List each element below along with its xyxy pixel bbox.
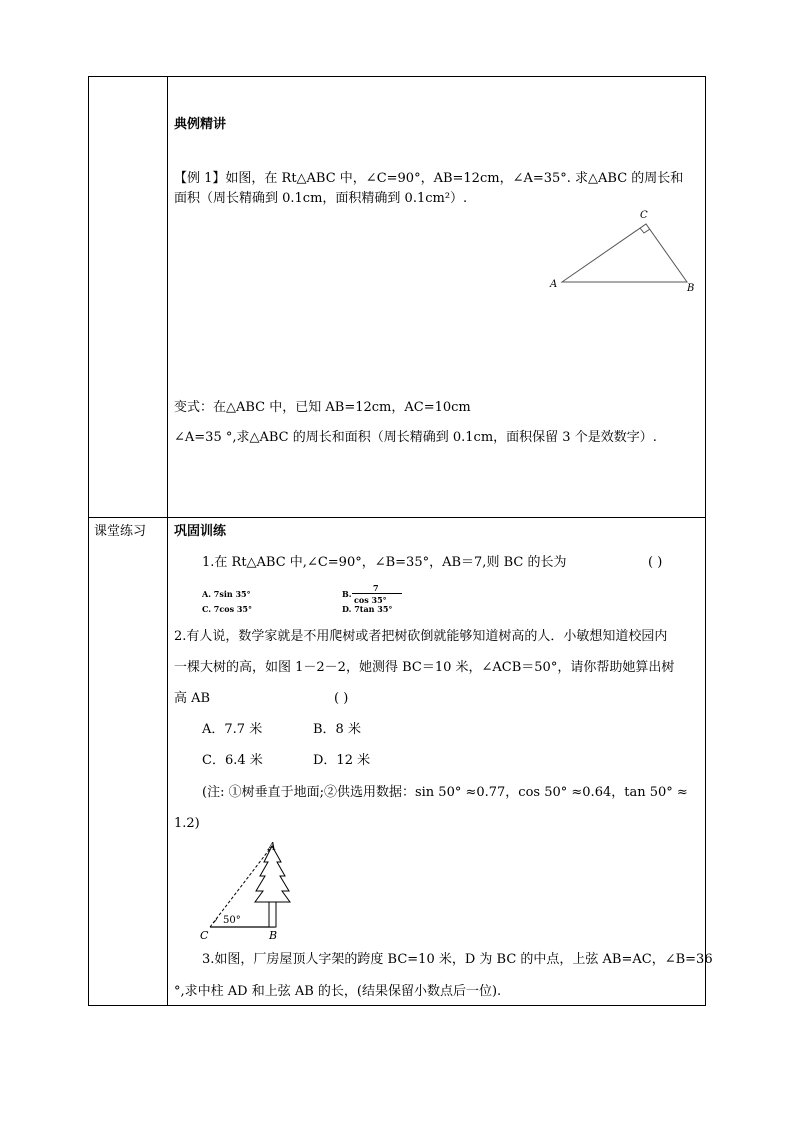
question-2-option-d: D．12 米 (313, 753, 371, 768)
question-1-option-b-prefix: B. (342, 589, 352, 599)
question-1-answer-blank: ( ) (648, 555, 663, 570)
section-heading-consolidation: 巩固训练 (174, 524, 227, 539)
angle-label: 50° (223, 915, 241, 926)
question-2-note-line1: (注: ①树垂直于地面;②供选用数据：sin 50° ≈0.77，cos 50° ≈0.64，tan 50° ≈ (202, 785, 688, 800)
question-2-note-line2: 1.2) (174, 816, 200, 831)
question-3-line1: 3.如图，厂房屋顶人字架的跨度 BC=10 米，D 为 BC 的中点，上弦 AB=AC，∠B=36 (202, 952, 713, 967)
question-2-line2: 一棵大树的高，如图 1－2－2，她测得 BC＝10 米，∠ACB＝50°，请你帮助她算出树 (174, 660, 675, 675)
question-2-option-c: C．6.4 米 (202, 753, 263, 768)
tree-height-figure (195, 836, 305, 946)
angle-arc (213, 918, 217, 923)
vertex-label-a: A (550, 279, 558, 290)
column-divider (167, 77, 168, 1005)
question-1-option-b-denominator: cos 35° (354, 595, 387, 605)
question-2-option-b: B．8 米 (313, 722, 361, 737)
tree-crown (255, 846, 290, 902)
example-1-text-line2: 面积（周长精确到 0.1cm，面积精确到 0.1cm²）. (174, 191, 468, 206)
tree-label-b: B (269, 929, 278, 942)
tree-label-c: C (200, 929, 209, 942)
triangle-shape (562, 224, 687, 282)
question-1-option-d: D. 7tan 35° (342, 604, 393, 614)
vertex-label-b: B (687, 283, 695, 294)
question-2-answer-blank: ( ) (334, 691, 349, 706)
question-3-line2: °,求中柱 AD 和上弦 AB 的长，(结果保留小数点后一位). (174, 984, 502, 999)
triangle-abc-figure (540, 205, 710, 300)
section-heading-examples: 典例精讲 (174, 117, 227, 132)
right-angle-mark (640, 228, 650, 233)
question-2-option-a: A．7.7 米 (202, 722, 263, 737)
question-2-line1: 2.有人说，数学家就是不用爬树或者把树砍倒就能够知道树高的人．小敏想知道校园内 (174, 629, 668, 644)
fraction-bar (352, 593, 402, 594)
question-1-option-b-numerator: 7 (373, 583, 379, 593)
question-1-option-a: A. 7sin 35° (202, 589, 251, 599)
row-label-practice: 课堂练习 (94, 524, 147, 539)
row-divider (89, 517, 705, 518)
question-2-line3: 高 AB (174, 691, 211, 706)
vertex-label-c: C (640, 210, 648, 221)
variant-text-line1: 变式：在△ABC 中，已知 AB=12cm，AC=10cm (174, 400, 471, 415)
variant-text-line2: ∠A=35 °,求△ABC 的周长和面积（周长精确到 0.1cm，面积保留 3 个是效数字）. (174, 430, 657, 445)
question-1-option-c: C. 7cos 35° (202, 604, 252, 614)
example-1-text-line1: 【例 1】如图，在 Rt△ABC 中，∠C=90°，AB=12cm，∠A=35°. 求△ABC 的周长和 (174, 171, 684, 186)
question-1-stem: 1.在 Rt△ABC 中,∠C=90°，∠B=35°，AB＝7,则 BC 的长为 (202, 555, 567, 570)
tree-label-a: A (268, 840, 276, 853)
